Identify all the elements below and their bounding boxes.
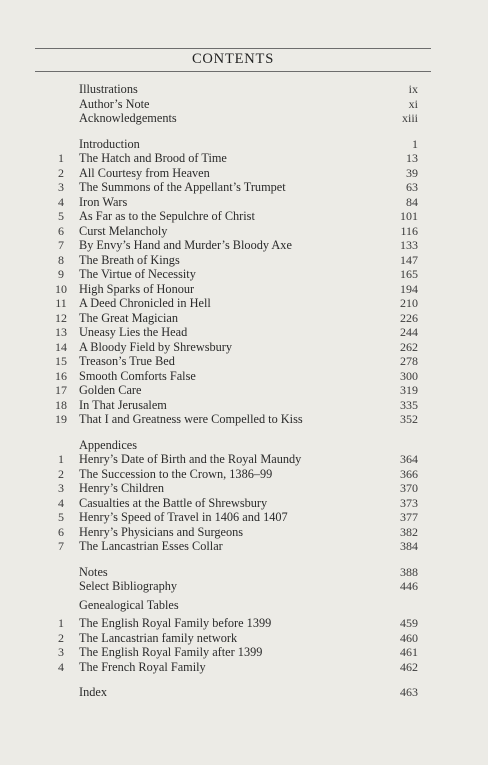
entry-number: 11 xyxy=(55,296,67,310)
entry-title: The Hatch and Brood of Time xyxy=(79,151,227,165)
entry-page: 39 xyxy=(406,165,418,180)
entry-page: 300 xyxy=(400,368,418,383)
toc-entry-chapter[interactable] xyxy=(0,224,488,239)
entry-page: 382 xyxy=(400,524,418,539)
entry-title: Henry’s Speed of Travel in 1406 and 1407 xyxy=(79,510,288,524)
entry-title: The Breath of Kings xyxy=(79,252,180,267)
toc-entry-appendix[interactable] xyxy=(0,481,488,496)
toc-entry-chapter[interactable] xyxy=(0,311,488,326)
entry-page: ix xyxy=(408,82,418,96)
entry-number: 5 xyxy=(58,510,64,524)
entry-page: xi xyxy=(408,96,418,111)
toc-entry-chapter[interactable] xyxy=(0,151,488,166)
toc-entry-chapter[interactable] xyxy=(0,238,488,253)
toc-entry-chapter[interactable] xyxy=(0,195,488,210)
entry-title: That I and Greatness were Compelled to Kiss xyxy=(79,412,303,426)
entry-page: 84 xyxy=(406,194,418,209)
entry-number: 1 xyxy=(58,616,64,630)
entry-page: 462 xyxy=(400,659,418,674)
toc-entry-appendix[interactable] xyxy=(0,539,488,554)
entry-title: Author’s Note xyxy=(79,96,150,111)
entry-page: 133 xyxy=(400,238,418,252)
entry-number: 5 xyxy=(58,209,64,223)
toc-entry-index[interactable] xyxy=(0,685,488,700)
entry-page: 370 xyxy=(400,481,418,495)
toc-entry-genealogical-table[interactable] xyxy=(0,631,488,646)
entry-number: 3 xyxy=(58,645,64,659)
entry-number: 15 xyxy=(55,354,67,368)
page-title: CONTENTS xyxy=(191,51,275,67)
entry-title: Henry’s Physicians and Surgeons xyxy=(79,524,244,539)
entry-page: 388 xyxy=(400,564,418,579)
toc-entry-appendix[interactable] xyxy=(0,467,488,482)
entry-page: 319 xyxy=(400,383,418,397)
entry-number: 8 xyxy=(58,252,64,267)
entry-page: 460 xyxy=(400,630,418,645)
entry-title: Treason’s True Bed xyxy=(79,354,175,368)
toc-entry-chapter[interactable] xyxy=(0,369,488,384)
entry-number: 10 xyxy=(55,281,67,296)
entry-number: 14 xyxy=(55,339,67,354)
toc-entry-bibliography[interactable] xyxy=(0,579,488,594)
entry-title: Introduction xyxy=(79,136,140,151)
entry-number: 6 xyxy=(58,524,64,539)
entry-page: 377 xyxy=(400,510,418,524)
toc-entry-chapter[interactable] xyxy=(0,209,488,224)
entry-number: 2 xyxy=(58,630,64,645)
entry-number: 16 xyxy=(55,368,67,383)
entry-number: 1 xyxy=(58,151,64,165)
toc-entry-chapter[interactable] xyxy=(0,354,488,369)
entry-title: Notes xyxy=(79,564,108,579)
entry-number: 1 xyxy=(58,452,64,466)
entry-number: 13 xyxy=(55,325,67,339)
entry-page: 1 xyxy=(412,136,418,151)
toc-entry-genealogical-table[interactable] xyxy=(0,660,488,675)
entry-title: The Lancastrian family network xyxy=(79,630,238,645)
entry-number: 2 xyxy=(58,466,64,481)
bottom-rule xyxy=(35,71,431,72)
toc-entry-appendix[interactable] xyxy=(0,452,488,467)
entry-number: 7 xyxy=(58,539,64,553)
entry-page: 446 xyxy=(400,579,418,593)
entry-title: Iron Wars xyxy=(79,194,128,209)
entry-title: Illustrations xyxy=(79,82,138,96)
entry-title: The English Royal Family before 1399 xyxy=(79,616,272,630)
entry-page: 352 xyxy=(400,412,418,426)
toc-section-genealogical-tables xyxy=(0,598,488,613)
entry-number: 9 xyxy=(58,267,64,281)
entry-title: In That Jerusalem xyxy=(79,397,167,412)
toc-entry-appendix[interactable] xyxy=(0,496,488,511)
entry-title: The English Royal Family after 1399 xyxy=(79,645,263,659)
toc-entry-chapter[interactable] xyxy=(0,267,488,282)
entry-page: 366 xyxy=(400,466,418,481)
entry-title: Henry’s Children xyxy=(79,481,165,495)
entry-title: Casualties at the Battle of Shrewsbury xyxy=(79,495,268,510)
entry-title: Golden Care xyxy=(79,383,142,397)
entry-page: 116 xyxy=(400,223,418,238)
toc-entry-chapter[interactable] xyxy=(0,180,488,195)
entry-title: Select Bibliography xyxy=(79,579,178,593)
entry-number: 17 xyxy=(55,383,67,397)
entry-title: Smooth Comforts False xyxy=(79,368,196,383)
entry-page: 165 xyxy=(400,267,418,281)
entry-number: 4 xyxy=(58,495,64,510)
entry-page: 262 xyxy=(400,339,418,354)
entry-page: 101 xyxy=(400,209,418,223)
entry-number: 3 xyxy=(58,481,64,495)
entry-title: The Summons of the Appellant’s Trumpet xyxy=(79,180,286,194)
entry-title: Curst Melancholy xyxy=(79,223,168,238)
entry-page: 384 xyxy=(400,539,418,553)
entry-number: 12 xyxy=(55,310,67,325)
entry-title: Uneasy Lies the Head xyxy=(79,325,188,339)
entry-title: Acknowledgements xyxy=(79,111,177,125)
entry-number: 7 xyxy=(58,238,64,252)
entry-number: 2 xyxy=(58,165,64,180)
entry-title: The Great Magician xyxy=(79,310,179,325)
entry-number: 18 xyxy=(55,397,67,412)
toc-entry-genealogical-table[interactable] xyxy=(0,645,488,660)
entry-page: 226 xyxy=(400,310,418,325)
entry-number: 19 xyxy=(55,412,67,426)
entry-title: A Deed Chronicled in Hell xyxy=(79,296,211,310)
toc-entry-genealogical-table[interactable] xyxy=(0,616,488,631)
toc-entry-authors-note[interactable] xyxy=(0,97,488,112)
entry-title: The Lancastrian Esses Collar xyxy=(79,539,223,553)
entry-title: Henry’s Date of Birth and the Royal Maundy xyxy=(79,452,302,466)
entry-title: The Succession to the Crown, 1386–99 xyxy=(79,466,273,481)
entry-page: 463 xyxy=(400,685,418,699)
entry-number: 3 xyxy=(58,180,64,194)
toc-entry-chapter[interactable] xyxy=(0,166,488,181)
entry-title: Genealogical Tables xyxy=(79,598,179,612)
entry-page: 373 xyxy=(400,495,418,510)
entry-page: 278 xyxy=(400,354,418,368)
toc-entry-chapter[interactable] xyxy=(0,253,488,268)
entry-title: Appendices xyxy=(79,437,138,452)
entry-page: 63 xyxy=(406,180,418,194)
entry-title: As Far as to the Sepulchre of Christ xyxy=(79,209,255,223)
toc-entry-chapter[interactable] xyxy=(0,412,488,427)
entry-page: 210 xyxy=(400,296,418,310)
entry-page: 459 xyxy=(400,616,418,630)
toc-entry-chapter[interactable] xyxy=(0,296,488,311)
entry-page: 364 xyxy=(400,452,418,466)
entry-page: 147 xyxy=(400,252,418,267)
toc-entry-appendix[interactable] xyxy=(0,510,488,525)
toc-entry-chapter[interactable] xyxy=(0,340,488,355)
toc-entry-appendix[interactable] xyxy=(0,525,488,540)
entry-title: All Courtesy from Heaven xyxy=(79,165,210,180)
toc-entry-acknowledgements[interactable] xyxy=(0,111,488,126)
entry-title: The Virtue of Necessity xyxy=(79,267,196,281)
toc-entry-illustrations[interactable] xyxy=(0,82,488,97)
toc-entry-chapter[interactable] xyxy=(0,398,488,413)
toc-section-appendices xyxy=(0,438,488,453)
entry-title: A Bloody Field by Shrewsbury xyxy=(79,339,233,354)
entry-title: High Sparks of Honour xyxy=(79,281,195,296)
entry-title: Index xyxy=(79,685,107,699)
toc-entry-introduction[interactable] xyxy=(0,137,488,152)
entry-number: 4 xyxy=(58,194,64,209)
toc-entry-chapter[interactable] xyxy=(0,282,488,297)
entry-title: The French Royal Family xyxy=(79,659,206,674)
entry-number: 4 xyxy=(58,659,64,674)
entry-page: xiii xyxy=(401,111,418,125)
toc-entry-chapter[interactable] xyxy=(0,325,488,340)
toc-entry-notes[interactable] xyxy=(0,565,488,580)
entry-page: 244 xyxy=(400,325,418,339)
entry-page: 461 xyxy=(400,645,418,659)
entry-number: 6 xyxy=(58,223,64,238)
top-rule xyxy=(35,48,431,49)
entry-page: 13 xyxy=(406,151,418,165)
entry-title: By Envy’s Hand and Murder’s Bloody Axe xyxy=(79,238,292,252)
entry-page: 335 xyxy=(400,397,418,412)
toc-entry-chapter[interactable] xyxy=(0,383,488,398)
entry-page: 194 xyxy=(400,281,418,296)
